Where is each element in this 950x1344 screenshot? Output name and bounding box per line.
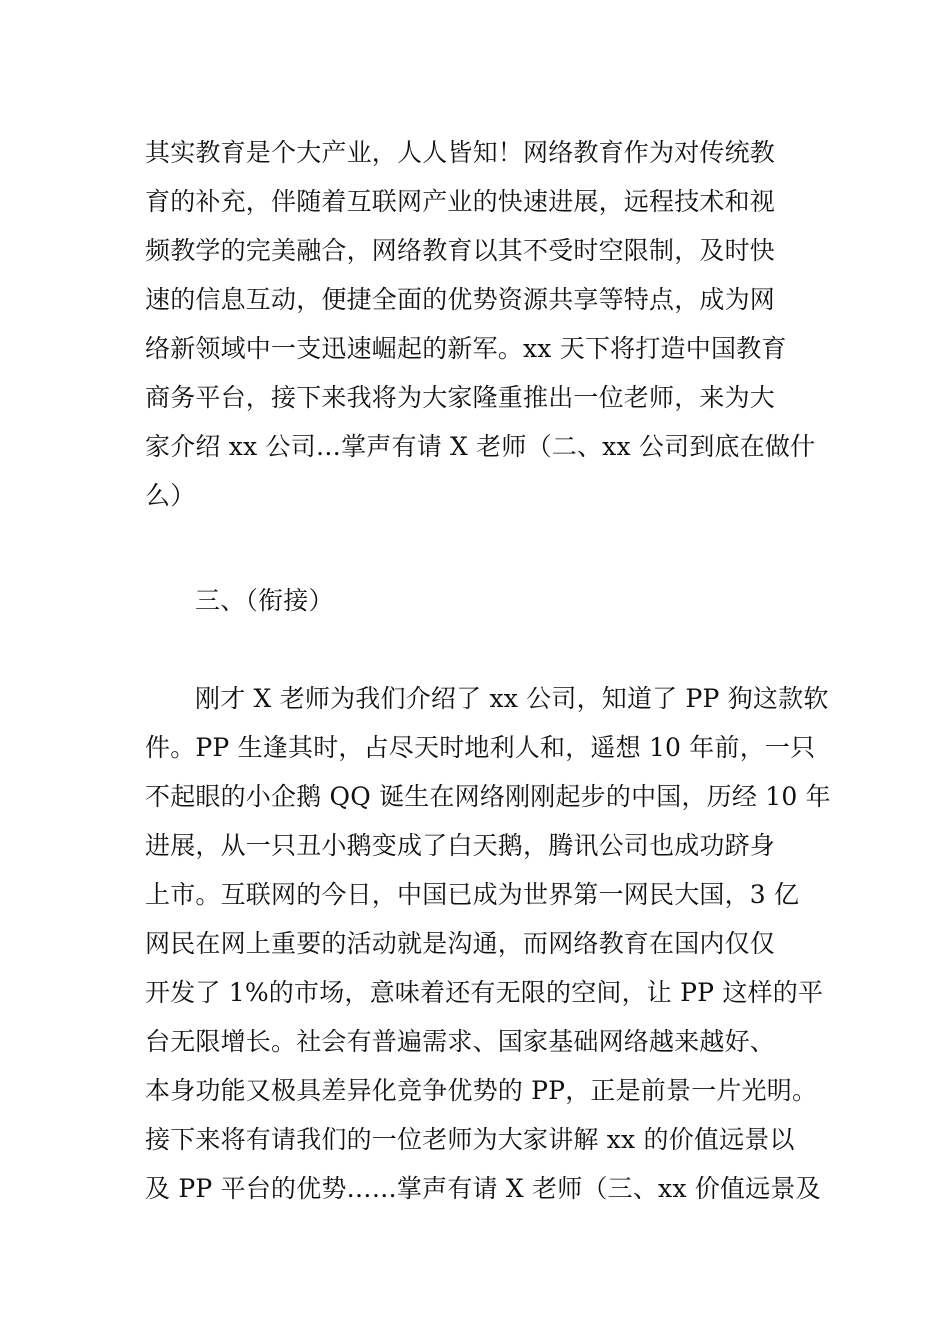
- text-line: 开发了 1%的市场，意味着还有无限的空间，让 PP 这样的平: [145, 978, 824, 1007]
- text-line: 么）: [145, 481, 196, 510]
- text-line: 台无限增长。社会有普遍需求、国家基础网络越来越好、: [145, 1027, 776, 1056]
- text-line: 刚才 X 老师为我们介绍了 xx 公司，知道了 PP 狗这款软: [195, 684, 829, 713]
- text-line: 件。PP 生逢其时，占尽天时地利人和，遥想 10 年前，一只: [145, 733, 816, 762]
- text-line: 育的补充，伴随着互联网产业的快速进展，远程技术和视: [145, 187, 776, 216]
- section-heading: [145, 576, 334, 625]
- text-line: 家介绍 xx 公司…掌声有请 X 老师（二、xx 公司到底在做什: [145, 432, 816, 461]
- text-line: 络新领域中一支迅速崛起的新军。xx 天下将打造中国教育: [145, 334, 787, 363]
- text-line: 及 PP 平台的优势……掌声有请 X 老师（三、xx 价值远景及: [145, 1174, 821, 1203]
- text-line: 本身功能又极具差异化竞争优势的 PP，正是前景一片光明。: [145, 1076, 818, 1105]
- text-line: 进展，从一只丑小鹅变成了白天鹅，腾讯公司也成功跻身: [145, 831, 776, 860]
- text-line: 不起眼的小企鹅 QQ 诞生在网络刚刚起步的中国，历经 10 年: [145, 782, 831, 811]
- paragraph-transition: [145, 674, 831, 1213]
- text-line: 网民在网上重要的活动就是沟通，而网络教育在国内仅仅: [145, 929, 776, 958]
- text-line: 其实教育是个大产业，人人皆知！网络教育作为对传统教: [145, 138, 776, 167]
- text-line: 上市。互联网的今日，中国已成为世界第一网民大国，3 亿: [145, 880, 800, 909]
- heading-text: 三、（衔接）: [195, 586, 334, 615]
- paragraph-intro: [145, 128, 815, 520]
- text-line: 商务平台，接下来我将为大家隆重推出一位老师，来为大: [145, 383, 776, 412]
- text-line: 接下来将有请我们的一位老师为大家讲解 xx 的价值远景以: [145, 1125, 795, 1154]
- text-line: 频教学的完美融合，网络教育以其不受时空限制，及时快: [145, 236, 776, 265]
- text-line: 速的信息互动，便捷全面的优势资源共享等特点，成为网: [145, 285, 776, 314]
